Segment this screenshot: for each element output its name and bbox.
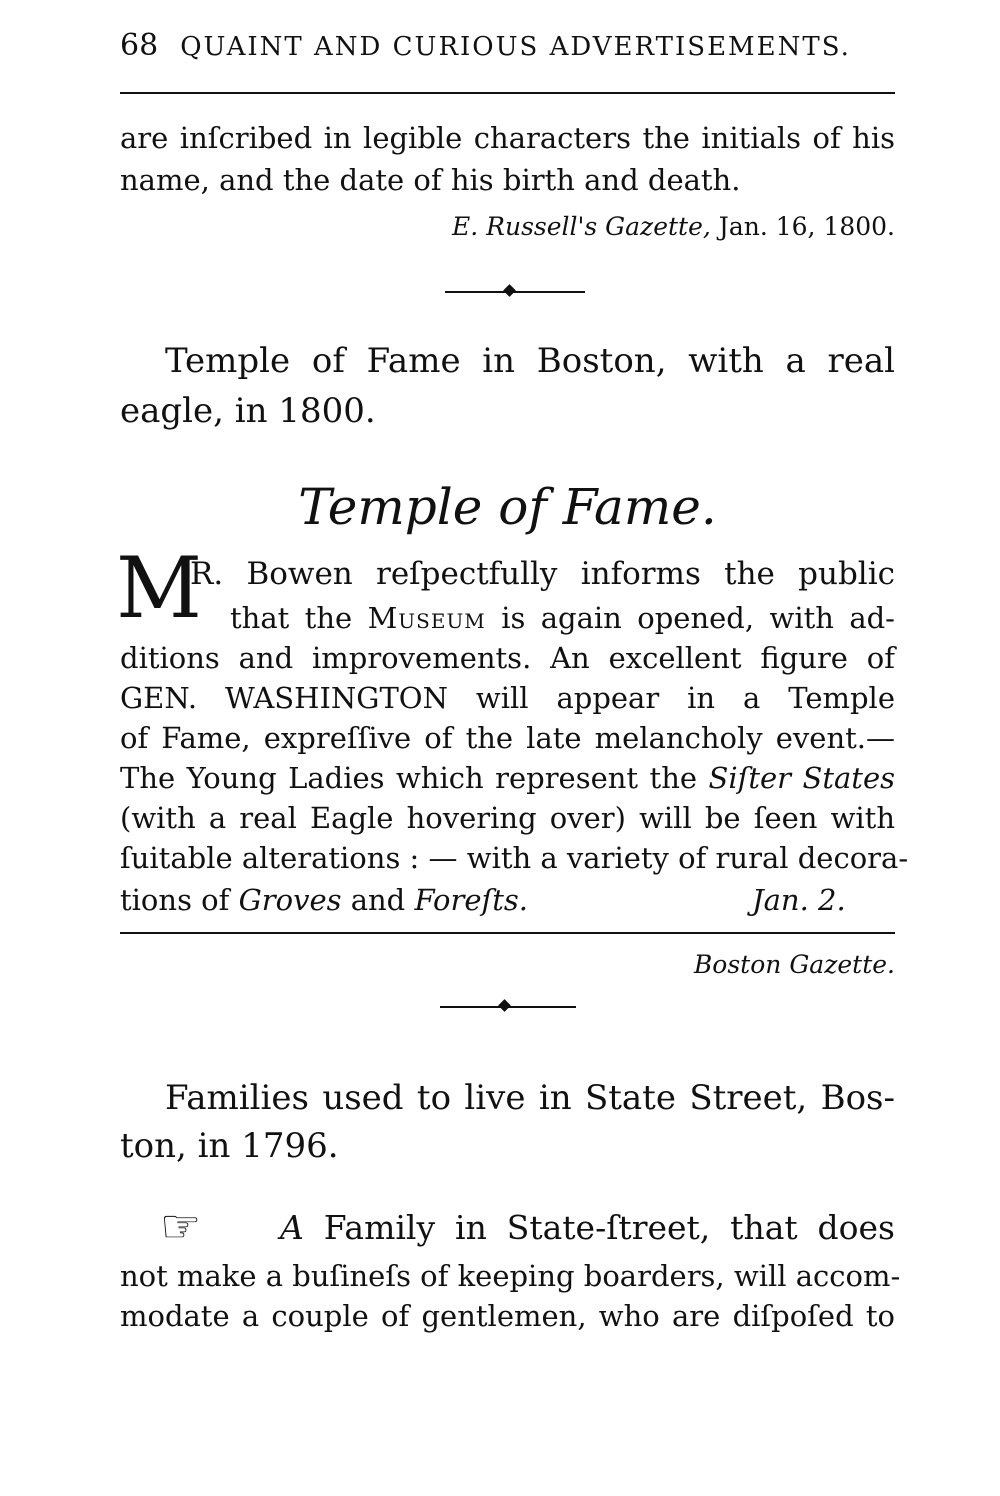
running-title: QUAINT AND CURIOUS ADVERTISEMENTS. xyxy=(180,32,851,62)
ad-line-3: ditions and improvements. An excellent figure of xyxy=(120,641,895,675)
ad-bottom-rule xyxy=(120,932,895,934)
family-ad-line-3: modate a couple of gentlemen, who are diſpoſed to xyxy=(120,1299,895,1333)
ornament-divider xyxy=(445,282,585,302)
ad-line-8: ſuitable alterations : — with a variety of rural decora- xyxy=(120,841,909,875)
ad-date: Jan. 2. xyxy=(752,883,846,917)
page-number: 68 xyxy=(120,28,159,63)
source-publication: E. Russell's Gazette, xyxy=(452,212,711,241)
ad-source: Boston Gazette. xyxy=(693,950,895,979)
ad-line-9: tions of Groves and Foreſts. xyxy=(120,883,528,917)
carryover-line-1: are inſcribed in legible characters the initials of his xyxy=(120,121,895,155)
museum-small-caps: Museum xyxy=(367,601,486,635)
ad-line-1: R. Bowen reſpectfully informs the public xyxy=(190,556,895,592)
section-intro-line-2: ton, in 1796. xyxy=(120,1126,339,1166)
family-ad-italic-a: A xyxy=(280,1208,304,1247)
pointing-hand-icon: ☞ xyxy=(160,1199,202,1253)
ad-line-4: GEN. WASHINGTON will appear in a Temple xyxy=(120,681,895,715)
section-intro-line-2: eagle, in 1800. xyxy=(120,391,376,431)
ad-line-6: The Young Ladies which represent the Siſter States xyxy=(120,761,895,795)
ad-line-5: of Fame, expreſſive of the late melancholy event.— xyxy=(120,721,895,755)
ad-line-7: (with a real Eagle hovering over) will be ſeen with xyxy=(120,801,895,835)
carryover-line-2: name, and the date of his birth and death. xyxy=(120,163,741,197)
forests-italic: Foreſts. xyxy=(414,883,528,917)
ad-heading: Temple of Fame. xyxy=(298,478,717,536)
source-date: Jan. 16, 1800. xyxy=(710,212,895,241)
family-ad-line-2: not make a buſineſs of keeping boarders, will accom- xyxy=(120,1259,901,1293)
drop-cap: M xyxy=(116,539,203,637)
section-intro-line-1: Families used to live in State Street, Bos- xyxy=(165,1078,895,1118)
family-ad-line-1: A Family in State-ſtreet, that does xyxy=(280,1208,895,1247)
ad-line-2: that the Museum is again opened, with ad- xyxy=(230,601,895,635)
groves-italic: Groves xyxy=(238,883,342,917)
running-header xyxy=(120,28,895,63)
header-rule xyxy=(120,92,895,94)
ornament-divider xyxy=(440,997,576,1017)
section-intro-line-1: Temple of Fame in Boston, with a real xyxy=(165,341,895,381)
sister-states-italic: Siſter States xyxy=(708,761,895,795)
carryover-source xyxy=(420,212,895,241)
